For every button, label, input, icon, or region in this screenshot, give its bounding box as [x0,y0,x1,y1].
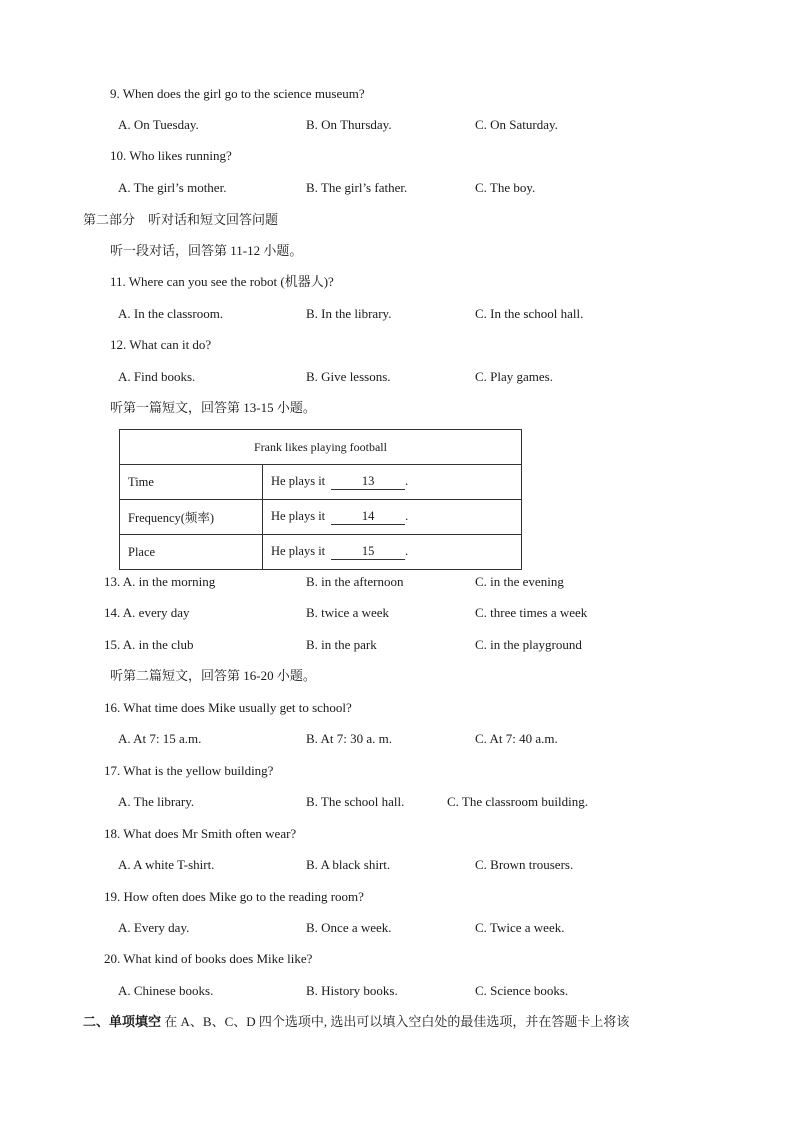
question-19: 19. How often does Mike go to the reading room? [104,889,364,904]
row-cell-time: He plays it 13 . [263,465,522,500]
row-text: He plays it [271,544,326,558]
q20-option-c: C. Science books. [475,983,569,998]
blank-15: 15 [331,544,405,560]
row-text: He plays it [271,509,326,523]
q15-option-b: B. in the park [306,637,377,652]
q18-option-c: C. Brown trousers. [475,857,574,872]
q16-option-b: B. At 7: 30 a. m. [306,731,392,746]
passage1-instruction: 听第一篇短文，回答第 13-15 小题。 [110,400,316,415]
frank-table [119,429,522,570]
blank-13: 13 [331,474,405,490]
row-label-place: Place [120,535,263,570]
row-label-frequency: Frequency(频率) [120,500,263,535]
question-16: 16. What time does Mike usually get to school? [104,700,352,715]
q14-option-b: B. twice a week [306,605,390,620]
q9-option-c: C. On Saturday. [475,117,558,132]
question-20: 20. What kind of books does Mike like? [104,951,313,966]
row-label-time: Time [120,465,263,500]
q16-option-a: A. At 7: 15 a.m. [118,731,202,746]
q10-option-b: B. The girl’s father. [306,180,408,195]
q9-option-a: A. On Tuesday. [118,117,199,132]
q12-option-c: C. Play games. [475,369,553,384]
question-11: 11. Where can you see the robot (机器人)? [110,274,334,289]
q20-option-a: A. Chinese books. [118,983,214,998]
blank-14: 14 [331,509,405,525]
q15-option-c: C. in the playground [475,637,582,652]
section2-heading: 二、单项填空 [83,1014,162,1029]
question-10: 10. Who likes running? [110,148,232,163]
row-text: He plays it [271,474,326,488]
q20-option-b: B. History books. [306,983,398,998]
table-row [120,535,522,570]
q17-option-a: A. The library. [118,794,195,809]
question-9: 9. When does the girl go to the science museum? [110,86,365,101]
table-row [120,465,522,500]
q10-option-c: C. The boy. [475,180,536,195]
section2-instruction: 在 A、B、C、D 四个选项中, 选出可以填入空白处的最佳选项，并在答题卡上将该 [164,1014,630,1029]
row-cell-frequency: He plays it 14 . [263,500,522,535]
part2-heading: 第二部分 听对话和短文回答问题 [83,212,279,227]
q14-option-a: 14. A. every day [104,605,190,620]
section2-line [83,1014,629,1030]
q11-option-a: A. In the classroom. [118,306,224,321]
q16-option-c: C. At 7: 40 a.m. [475,731,558,746]
q18-option-a: A. A white T-shirt. [118,857,215,872]
q15-option-a: 15. A. in the club [104,637,194,652]
q10-option-a: A. The girl’s mother. [118,180,227,195]
q19-option-c: C. Twice a week. [475,920,565,935]
table-title: Frank likes playing football [120,430,522,465]
q19-option-a: A. Every day. [118,920,190,935]
passage2-instruction: 听第二篇短文，回答第 16-20 小题。 [110,668,316,683]
question-17: 17. What is the yellow building? [104,763,274,778]
q11-option-c: C. In the school hall. [475,306,584,321]
question-18: 18. What does Mr Smith often wear? [104,826,297,841]
q12-option-a: A. Find books. [118,369,196,384]
q17-option-c: C. The classroom building. [447,794,588,809]
q17-option-b: B. The school hall. [306,794,405,809]
question-12: 12. What can it do? [110,337,212,352]
table-row [120,500,522,535]
dialog-instruction: 听一段对话，回答第 11-12 小题。 [110,243,303,258]
q13-option-b: B. in the afternoon [306,574,404,589]
q9-option-b: B. On Thursday. [306,117,392,132]
q19-option-b: B. Once a week. [306,920,392,935]
q11-option-b: B. In the library. [306,306,392,321]
row-cell-place: He plays it 15 . [263,535,522,570]
q14-option-c: C. three times a week [475,605,588,620]
q18-option-b: B. A black shirt. [306,857,391,872]
q12-option-b: B. Give lessons. [306,369,391,384]
q13-option-a: 13. A. in the morning [104,574,216,589]
q13-option-c: C. in the evening [475,574,564,589]
